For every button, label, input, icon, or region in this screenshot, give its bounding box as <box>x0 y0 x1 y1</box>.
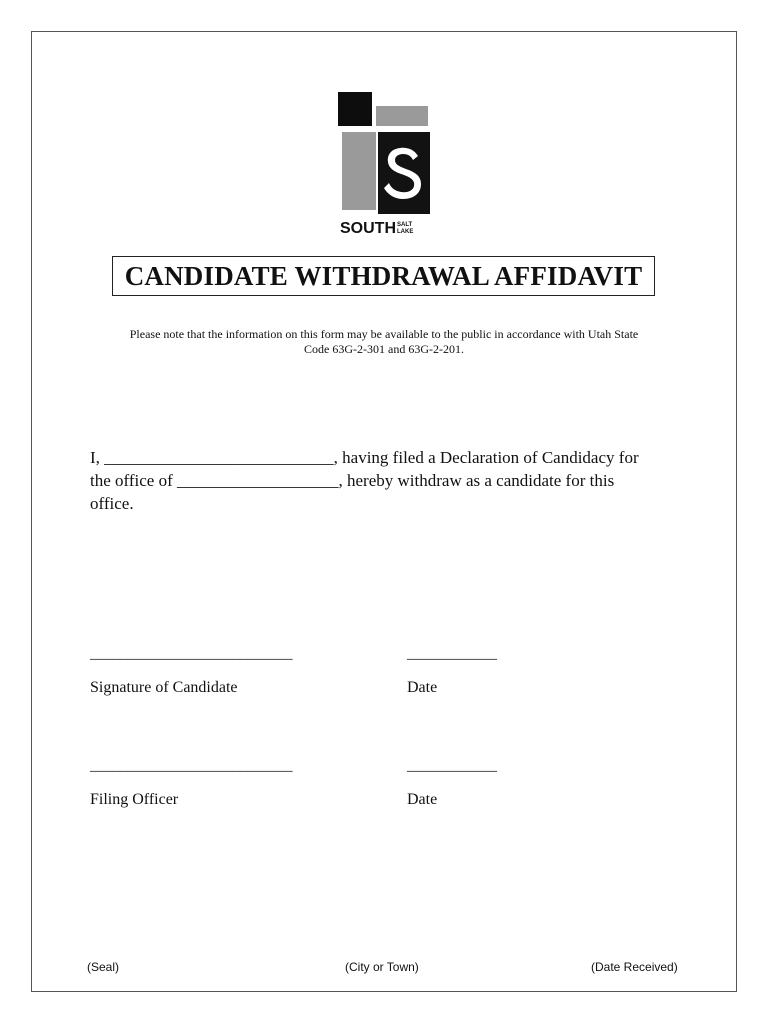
candidate-signature-label: Signature of Candidate <box>90 679 238 696</box>
logo-grey-column <box>342 132 376 210</box>
seal-label: (Seal) <box>87 960 120 974</box>
logo-wordmark-lake: LAKE <box>397 229 414 235</box>
logo-s-block <box>378 132 430 214</box>
logo-wordmark-salt: SALT <box>397 222 413 228</box>
officer-date-line: ____________ <box>407 758 497 774</box>
withdrawal-statement <box>90 446 690 515</box>
filing-officer-label: Filing Officer <box>90 791 179 808</box>
south-salt-lake-logo <box>338 92 434 244</box>
form-title-box <box>112 256 655 296</box>
logo-wordmark <box>340 220 413 238</box>
officer-date-label: Date <box>407 791 438 808</box>
form-title: CANDIDATE WITHDRAWAL AFFIDAVIT <box>124 260 643 291</box>
logo-grey-bar <box>376 106 428 126</box>
statement-line-3: office. <box>90 494 134 513</box>
city-label: (City or Town) <box>345 960 419 974</box>
logo-black-square <box>338 92 372 126</box>
officer-signature-line: ___________________________ <box>90 758 293 774</box>
logo-wordmark-south: SOUTH <box>340 220 396 237</box>
logo-wordmark-salt-lake <box>397 222 413 236</box>
statement-line-2: the office of ___________________, hereby withdraw as a candidate for this <box>90 471 615 490</box>
candidate-date-label: Date <box>407 679 438 696</box>
statement-line-1: I, ___________________________, having filed a Declaration of Candidacy for <box>90 448 639 467</box>
privacy-notice <box>60 327 708 357</box>
privacy-notice-line-1: Please note that the information on this form may be available to the public in accordance with Utah State <box>129 327 639 341</box>
privacy-notice-line-2: Code 63G-2-301 and 63G-2-201. <box>304 342 464 356</box>
candidate-signature-line: ___________________________ <box>90 646 293 662</box>
candidate-date-line: ____________ <box>407 646 497 662</box>
logo-s-icon <box>378 132 430 214</box>
date-received-label: (Date Received) <box>591 960 678 974</box>
